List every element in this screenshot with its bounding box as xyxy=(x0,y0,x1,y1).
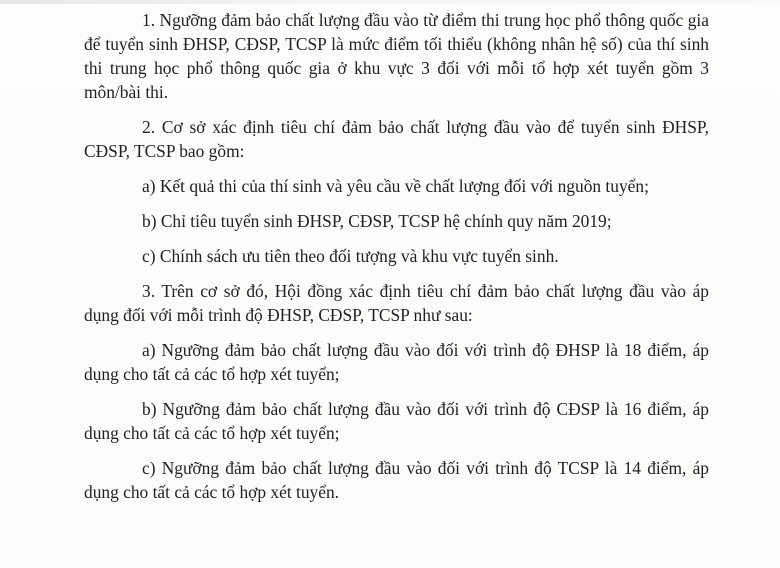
paragraph-3a: a) Ngưỡng đảm bảo chất lượng đầu vào đối với trình độ ĐHSP là 18 điểm, áp dụng cho tất cả các tổ hợp xét tuyển; xyxy=(84,340,709,384)
paragraph-2: 2. Cơ sở xác định tiêu chí đảm bảo chất lượng đầu vào để tuyển sinh ĐHSP, CĐSP, TCSP bao gồm: xyxy=(84,117,709,161)
paragraph-2b: b) Chỉ tiêu tuyển sinh ĐHSP, CĐSP, TCSP hệ chính quy năm 2019; xyxy=(142,211,612,231)
scan-edge xyxy=(0,0,780,4)
paragraph-2a: a) Kết quả thi của thí sinh và yêu cầu về chất lượng đối với nguồn tuyển; xyxy=(142,176,649,196)
paragraph-3b: b) Ngưỡng đảm bảo chất lượng đầu vào đối với trình độ CĐSP là 16 điểm, áp dụng cho tất cả các tổ hợp xét tuyển; xyxy=(84,399,709,443)
document-body xyxy=(84,8,709,515)
paragraph-3c: c) Ngưỡng đảm bảo chất lượng đầu vào đối với trình độ TCSP là 14 điểm, áp dụng cho tất cả các tổ hợp xét tuyển. xyxy=(84,458,709,502)
paragraph-2c: c) Chính sách ưu tiên theo đối tượng và khu vực tuyển sinh. xyxy=(142,246,559,266)
paragraph-3: 3. Trên cơ sở đó, Hội đồng xác định tiêu chí đảm bảo chất lượng đầu vào áp dụng đối với mỗi trình độ ĐHSP, CĐSP, TCSP như sau: xyxy=(84,281,709,325)
paragraph-1: 1. Ngưỡng đảm bảo chất lượng đầu vào từ điểm thi trung học phổ thông quốc gia để tuyển sinh ĐHSP, CĐSP, TCSP là mức điểm tối thiểu (không nhân hệ số) của thí sinh thi trung học phổ thông quốc gia ở khu vực 3 đối với mỗi tổ hợp xét tuyển gồm 3 môn/bài thi. xyxy=(84,10,709,102)
